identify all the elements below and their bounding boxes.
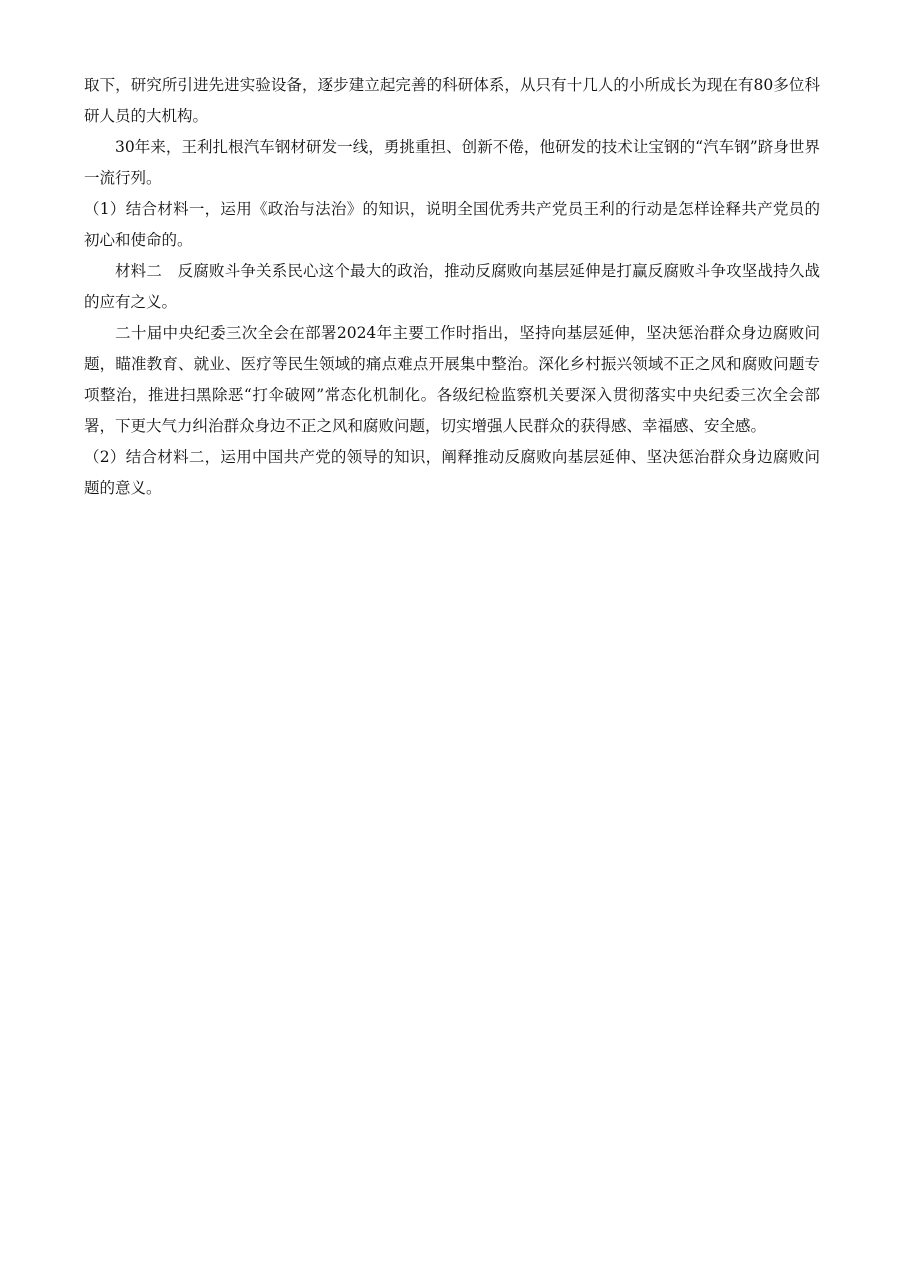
question-1: （1）结合材料一，运用《政治与法治》的知识，说明全国优秀共产党员王利的行动是怎样诠释共产党员的初心和使命的。 <box>84 200 820 249</box>
document-body <box>84 70 820 504</box>
material-2-intro: 材料二 反腐败斗争关系民心这个最大的政治，推动反腐败向基层延伸是打赢反腐败斗争攻坚战持久战的应有之义。 <box>84 262 820 311</box>
question-2: （2）结合材料二，运用中国共产党的领导的知识，阐释推动反腐败向基层延伸、坚决惩治群众身边腐败问题的意义。 <box>84 448 820 497</box>
material-2-body: 二十届中央纪委三次全会在部署2024年主要工作时指出，坚持向基层延伸，坚决惩治群众身边腐败问题，瞄准教育、就业、医疗等民生领域的痛点难点开展集中整治。深化乡村振兴领域不正之风和腐败问题专项整治，推进扫黑除恶“打伞破网”常态化机制化。各级纪检监察机关要深入贯彻落实中央纪委三次全会部署，下更大气力纠治群众身边不正之风和腐败问题，切实增强人民群众的获得感、幸福感、安全感。 <box>84 324 820 435</box>
paragraph-wang-li-achievement: 30年来，王利扎根汽车钢材研发一线，勇挑重担、创新不倦，他研发的技术让宝钢的“汽车钢”跻身世界一流行列。 <box>84 138 820 187</box>
paragraph-lab-development: 取下，研究所引进先进实验设备，逐步建立起完善的科研体系，从只有十几人的小所成长为现在有80多位科研人员的大机构。 <box>84 76 820 125</box>
